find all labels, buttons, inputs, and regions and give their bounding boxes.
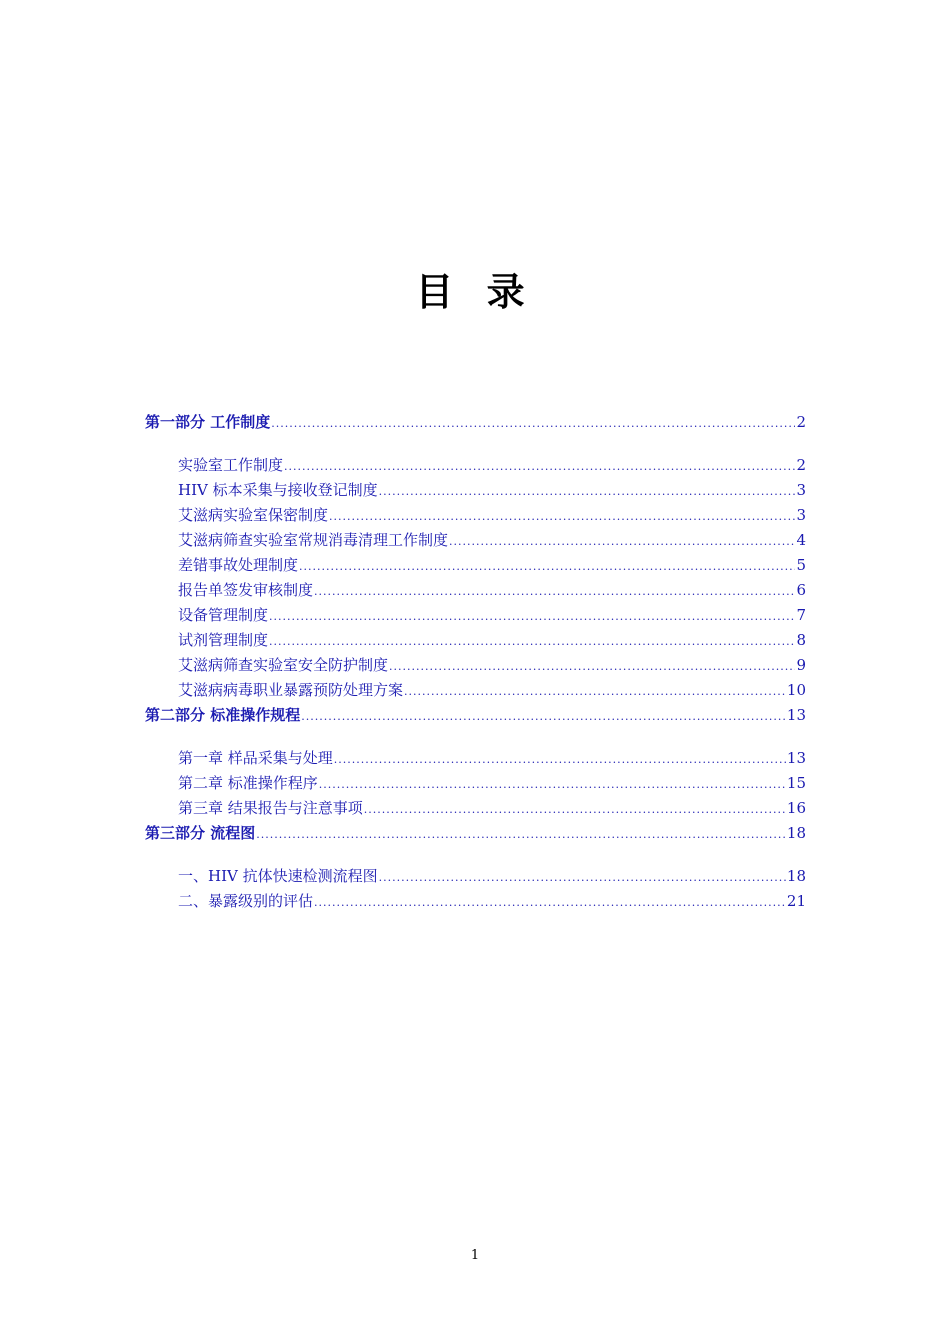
page-title: 目 录 [415,270,535,314]
toc-part-3[interactable] [145,821,806,846]
toc-page-number: 13 [786,706,806,724]
toc-page-number: 9 [796,656,806,674]
toc-item-label: 第二章 标准操作程序 [178,774,318,792]
toc-item-label: 二、暴露级别的评估 [178,892,314,910]
toc-page-number: 3 [796,481,806,499]
toc-item-label: 第一章 样品采集与处理 [178,749,333,767]
toc-item-label: 差错事故处理制度 [178,556,299,574]
toc-item[interactable] [145,889,806,914]
toc-page-number: 8 [796,631,806,649]
toc-item-label: 设备管理制度 [178,606,269,624]
toc-item[interactable] [145,503,806,528]
toc-page-number: 6 [796,581,806,599]
toc-page-number: 2 [796,413,806,431]
toc-part-2[interactable] [145,703,806,728]
page-number: 1 [470,1248,480,1263]
toc-leader [404,679,786,704]
toc-leader [314,890,786,915]
toc-part-label: 第三部分 流程图 [145,824,256,842]
toc-item-label: 一、HIV 抗体快速检测流程图 [178,867,378,885]
toc-leader [314,579,795,604]
toc-page-number: 5 [796,556,806,574]
toc-item-label: 报告单签发审核制度 [178,581,314,599]
toc-item[interactable] [145,453,806,478]
toc-page-number: 3 [796,506,806,524]
toc-item[interactable] [145,603,806,628]
toc-leader [319,772,786,797]
toc-leader [271,411,795,436]
toc-leader [269,604,795,629]
toc-item[interactable] [145,746,806,771]
toc-page-number: 21 [786,892,806,910]
toc-page-number: 18 [786,867,806,885]
toc-leader [334,747,786,772]
toc-page-number: 18 [786,824,806,842]
toc-page-number: 4 [796,531,806,549]
toc-part-label: 第一部分 工作制度 [145,413,271,431]
toc-item[interactable] [145,771,806,796]
toc-leader [389,654,795,679]
toc-leader [284,454,795,479]
toc-item-label: 第三章 结果报告与注意事项 [178,799,363,817]
toc-part-label: 第二部分 标准操作规程 [145,706,301,724]
toc-item-label: HIV 标本采集与接收登记制度 [178,481,378,499]
toc-item-label: 艾滋病实验室保密制度 [178,506,329,524]
toc-leader [379,865,786,890]
toc-item[interactable] [145,478,806,503]
toc-leader [449,529,795,554]
toc-page-number: 2 [796,456,806,474]
toc-item-label: 艾滋病筛查实验室安全防护制度 [178,656,389,674]
toc-item-label: 艾滋病病毒职业暴露预防处理方案 [178,681,404,699]
toc-item-label: 艾滋病筛查实验室常规消毒清理工作制度 [178,531,449,549]
toc-item-label: 实验室工作制度 [178,456,284,474]
toc-page-number: 15 [786,774,806,792]
toc-leader [329,504,795,529]
toc-item[interactable] [145,864,806,889]
toc-item[interactable] [145,678,806,703]
toc-item[interactable] [145,628,806,653]
toc-item[interactable] [145,796,806,821]
toc-leader [299,554,795,579]
toc-page-number: 13 [786,749,806,767]
toc-leader [379,479,796,504]
toc-item[interactable] [145,578,806,603]
toc-page-number: 7 [796,606,806,624]
toc-leader [269,629,795,654]
toc-leader [301,704,786,729]
toc-leader [256,822,786,847]
toc-item[interactable] [145,653,806,678]
toc-item[interactable] [145,553,806,578]
toc-leader [364,797,786,822]
toc-item[interactable] [145,528,806,553]
toc-page-number: 10 [786,681,806,699]
toc-page-number: 16 [786,799,806,817]
toc-item-label: 试剂管理制度 [178,631,269,649]
table-of-contents [145,410,806,914]
toc-part-1[interactable] [145,410,806,435]
